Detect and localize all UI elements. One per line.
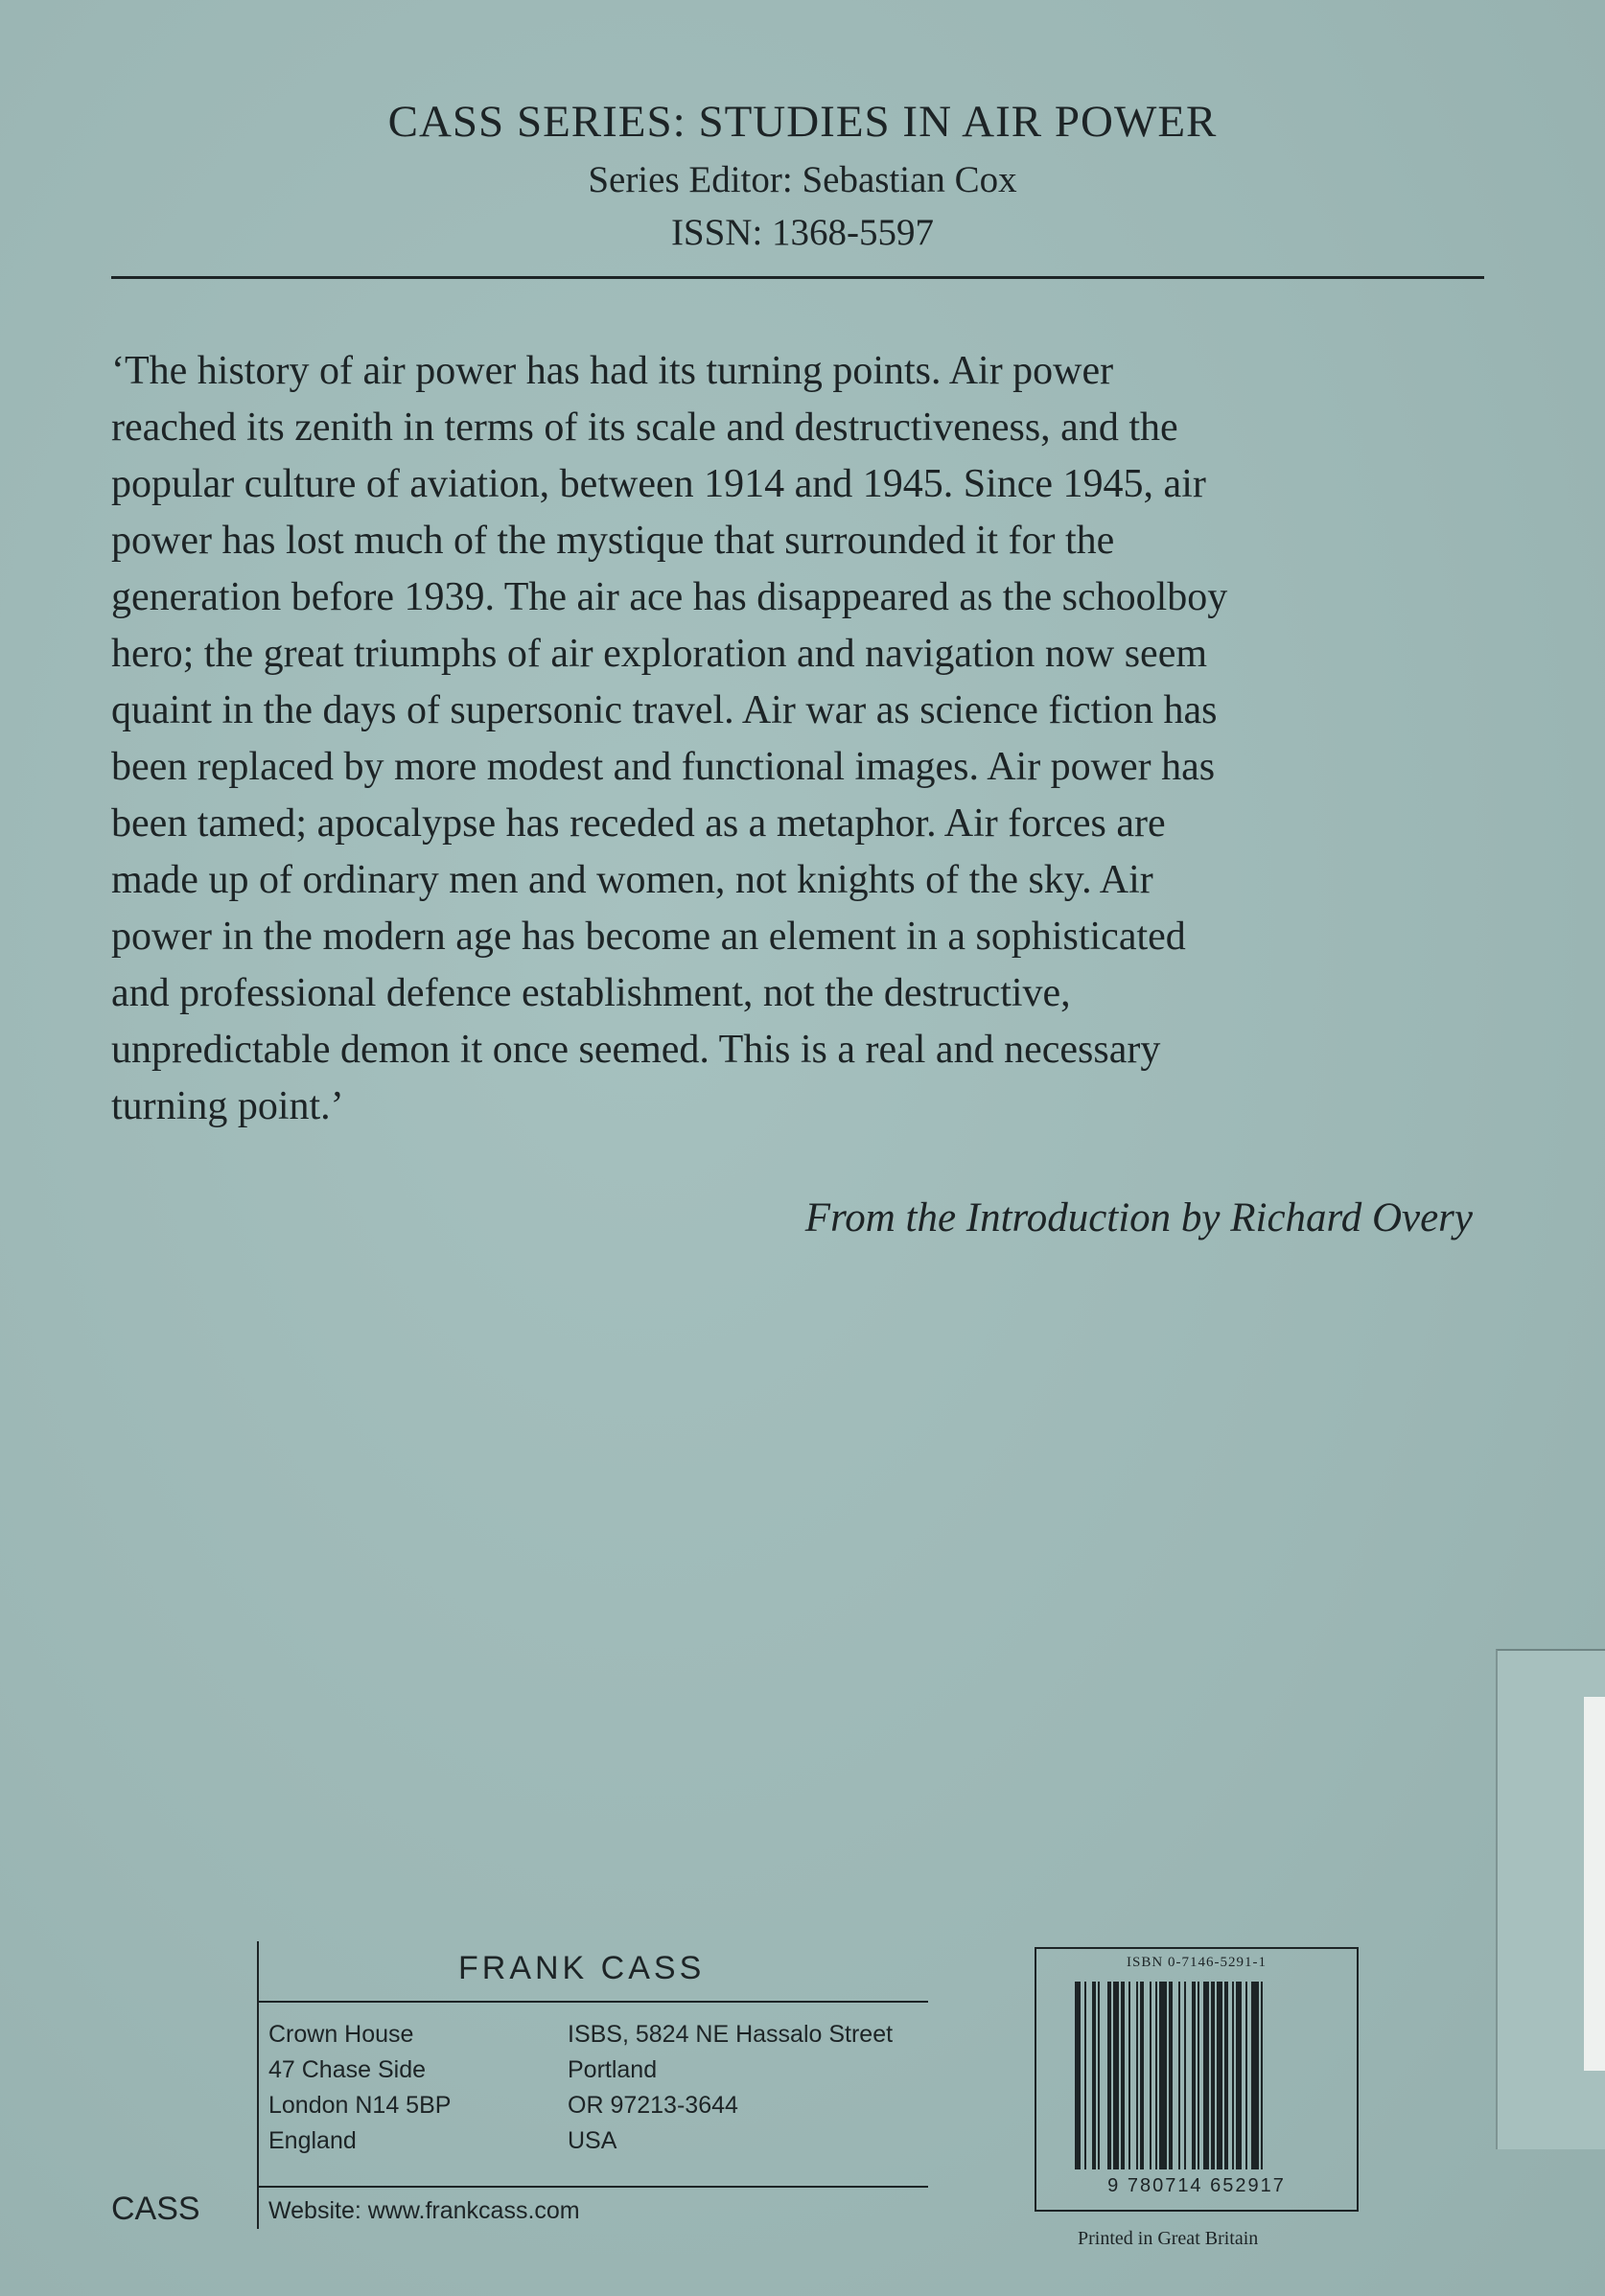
publisher-name: FRANK CASS	[458, 1950, 706, 1986]
series-title: CASS SERIES: STUDIES IN AIR POWER	[387, 97, 1218, 147]
address-line: ISBS, 5824 NE Hassalo Street	[568, 2021, 894, 2048]
address-line: 47 Chase Side	[268, 2056, 427, 2083]
barcode-icon	[1075, 1982, 1318, 2173]
us-address	[568, 2017, 893, 2159]
publisher-divider-top	[257, 2001, 928, 2003]
blurb-line: been replaced by more modest and functional images. Air power has	[111, 745, 1216, 789]
address-line: OR 97213-3644	[568, 2092, 738, 2119]
blurb-line: made up of ordinary men and women, not knights of the sky. Air	[111, 858, 1153, 902]
publisher-divider-bottom	[257, 2186, 928, 2188]
isbn-barcode	[1035, 1947, 1359, 2212]
blurb-line: power has lost much of the mystique that surrounded it for the	[111, 519, 1115, 563]
barcode-digits: 9 780714 652917	[1107, 2175, 1286, 2196]
quote-attribution: From the Introduction by Richard Overy	[804, 1195, 1473, 1241]
blurb-line: hero; the great triumphs of air exploration and navigation now seem	[111, 632, 1208, 676]
blurb-line: reached its zenith in terms of its scale and destructiveness, and the	[111, 406, 1178, 450]
blurb-line: been tamed; apocalypse has receded as a metaphor. Air forces are	[111, 801, 1166, 846]
blurb-line: ‘The history of air power has had its turning points. Air power	[111, 349, 1114, 393]
blurb-line: and professional defence establishment, not the destructive,	[111, 971, 1071, 1015]
torn-label-paper	[1584, 1697, 1605, 2071]
address-line: Crown House	[268, 2021, 414, 2048]
blurb-quote	[111, 343, 1492, 1135]
header-divider	[111, 276, 1484, 279]
series-editor: Series Editor: Sebastian Cox	[588, 159, 1017, 200]
series-issn: ISSN: 1368-5597	[670, 212, 935, 253]
blurb-line: generation before 1939. The air ace has disappeared as the schoolboy	[111, 575, 1228, 619]
uk-address	[268, 2017, 451, 2159]
blurb-line: unpredictable demon it once seemed. This is a real and necessary	[111, 1028, 1161, 1072]
cass-logo: CASS	[111, 2191, 200, 2227]
blurb-line: turning point.’	[111, 1084, 344, 1128]
blurb-line: quaint in the days of supersonic travel. Air war as science fiction has	[111, 688, 1218, 732]
publisher-website: Website: www.frankcass.com	[268, 2197, 580, 2224]
address-line: London N14 5BP	[268, 2092, 452, 2119]
address-line: Portland	[568, 2056, 658, 2083]
blurb-line: power in the modern age has become an element in a sophisticated	[111, 915, 1186, 959]
barcode-isbn-text: ISBN 0-7146-5291-1	[1127, 1955, 1267, 1970]
printed-in-label: Printed in Great Britain	[1078, 2228, 1259, 2249]
address-line: USA	[568, 2127, 617, 2154]
address-line: England	[268, 2127, 357, 2154]
blurb-line: popular culture of aviation, between 1914 and 1945. Since 1945, air	[111, 462, 1206, 506]
